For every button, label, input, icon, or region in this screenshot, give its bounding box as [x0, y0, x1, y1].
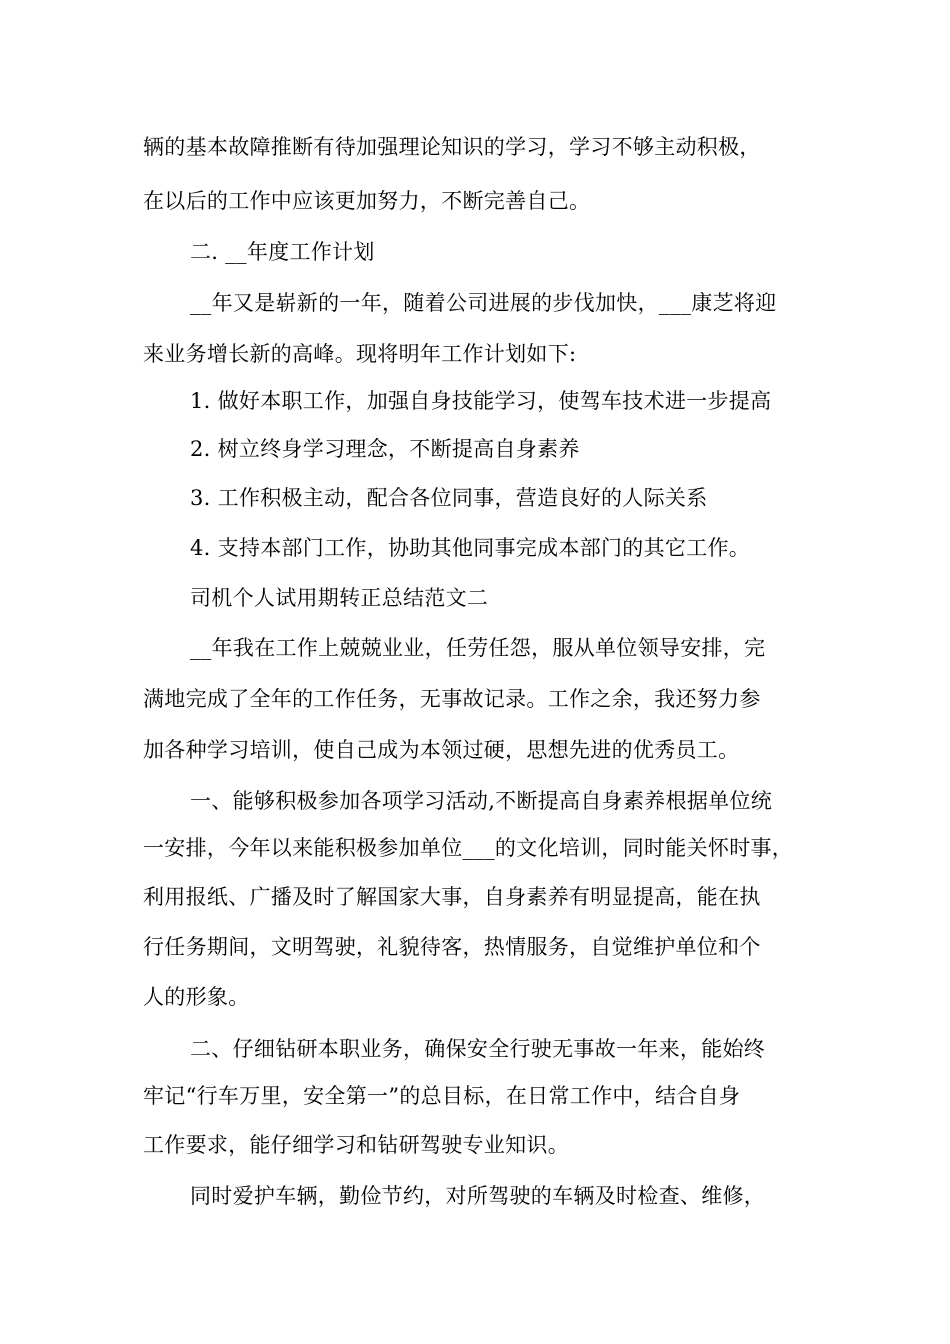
- text-line: __年我在工作上兢兢业业，任劳任怨，服从单位领导安排，完: [190, 636, 766, 660]
- text-line: 人的形象。: [143, 985, 250, 1009]
- text-line: 一安排，今年以来能积极参加单位___的文化培训，同时能关怀时事，: [143, 836, 794, 860]
- text-line: 一、能够积极参加各项学习活动,不断提高自身素养根据单位统: [190, 789, 773, 813]
- list-item: 2. 树立终身学习理念，不断提高自身素养: [190, 437, 580, 461]
- text-line: 在以后的工作中应该更加努力，不断完善自己。: [143, 189, 591, 213]
- text-line: 满地完成了全年的工作任务，无事故记录。工作之余，我还努力参: [143, 687, 761, 711]
- article-title: 司机个人试用期转正总结范文二: [190, 586, 489, 610]
- list-item: 1. 做好本职工作，加强自身技能学习，使驾车技术进一步提高: [190, 389, 772, 413]
- text-line: 利用报纸、广播及时了解国家大事，自身素养有明显提高，能在执: [143, 885, 761, 909]
- text-line: 来业务增长新的高峰。现将明年工作计划如下:: [143, 342, 577, 366]
- text-line: 辆的基本故障推断有待加强理论知识的学习，学习不够主动积极，: [143, 135, 761, 159]
- text-line: 二、仔细钻研本职业务，确保安全行驶无事故一年来，能始终: [190, 1037, 766, 1061]
- text-line: 同时爱护车辆，勤俭节约，对所驾驶的车辆及时检查、维修，: [190, 1184, 766, 1208]
- list-item: 4. 支持本部门工作，协助其他同事完成本部门的其它工作。: [190, 536, 751, 560]
- text-line: 加各种学习培训，使自己成为本领过硬，思想先进的优秀员工。: [143, 738, 740, 762]
- text-line: 牢记“行车万里，安全第一”的总目标，在日常工作中，结合自身: [143, 1084, 741, 1108]
- text-line: __年又是崭新的一年，随着公司进展的步伐加快，___康芝将迎: [190, 291, 777, 315]
- text-line: 行任务期间，文明驾驶，礼貌待客，热情服务，自觉维护单位和个: [143, 935, 761, 959]
- section-heading: 二. __年度工作计划: [190, 240, 375, 264]
- list-item: 3. 工作积极主动，配合各位同事，营造良好的人际关系: [190, 486, 708, 510]
- text-line: 工作要求，能仔细学习和钻研驾驶专业知识。: [143, 1133, 569, 1157]
